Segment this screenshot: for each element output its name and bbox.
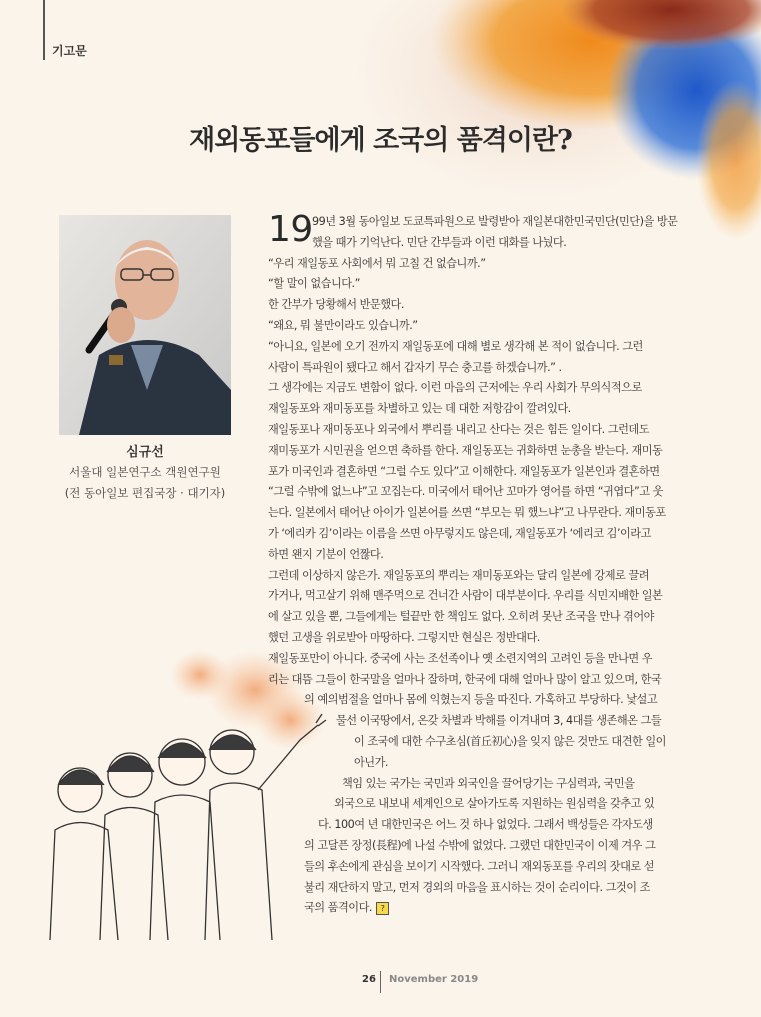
article-body [268,209,700,919]
article-line: 재미동포가 시민권을 얻으면 축하를 한다. 재일동포는 귀화하면 눈총을 받는다. 재미동 [268,443,663,457]
section-rule [43,0,45,60]
issue-date: November 2019 [389,974,479,985]
author-name: 심규선 [126,445,164,460]
article-line-text: 물선 이국땅에서, 온갖 차별과 박해를 이겨내며 3, 4대를 생존해온 그들 [336,714,662,728]
article-line: 재일동포와 재미동포를 차별하고 있는 데 대한 저항감이 깔려있다. [268,402,571,416]
article-line [268,690,700,711]
author-former-position: (전 동아일보 편집국장 · 대기자) [64,486,226,500]
article-line-text: 다. 100여 년 대한민국은 어느 것 하나 없었다. 그래서 백성들은 각자도생 [318,818,653,832]
article-line-text: 의 예의범절을 얼마나 몸에 익혔는지 등을 따진다. 가혹하고 부당하다. 낯설고 [304,693,658,707]
article-line-text: 책임 있는 국가는 국민과 외국인을 끌어당기는 구심력과, 국민을 [342,776,635,790]
footer-divider [380,971,381,993]
article-line: “왜요, 뭐 불만이라도 있습니까.” [268,318,418,332]
article-line: “그럴 수밖에 없느냐”고 꼬집는다. 미국에서 태어난 꼬마가 영어를 하면 “귀엽다”고 웃 [268,485,663,499]
article-line [268,878,700,899]
article-line [268,711,700,732]
article-line-text: 아닌가. [354,755,388,769]
drop-cap: 19 [268,209,313,250]
article-line: “우리 재일동포 사회에서 뭐 고칠 건 없습니까.” [268,256,486,270]
article-line: 한 간부가 당황해서 반문했다. [268,298,404,312]
article-line: 가 ‘에리카 김’이라는 이름을 쓰면 아무렇지도 않은데, 재일동포가 ‘에리코 김’이라고 [268,526,651,540]
article-line: “아니요, 일본에 오기 전까지 재일동포에 대해 별로 생각해 본 적이 없습니다. 그런 [268,339,643,353]
article-line: 했을 때가 기억난다. 민단 간부들과 이런 대화를 나눴다. [312,235,567,249]
article-line-text: 국의 품격이다. [304,901,372,915]
article-wrapped-paragraphs [268,690,700,919]
article-line: 그런데 이상하지 않은가. 재일동포의 뿌리는 재미동포와는 달리 일본에 강제로 끌려 [268,568,650,582]
article-line-text: 의 고달픈 장정(長程)에 나설 수밖에 없었다. 그랬던 대한민국이 이제 겨우 그 [304,838,656,852]
section-label: 기고문 [52,44,87,58]
article-line [268,857,700,878]
article-line [268,753,700,774]
article-line-text: 불리 재단하지 말고, 먼저 경외의 마음을 표시하는 것이 순리이다. 그것이 조 [304,880,650,894]
article-line: 하면 왠지 기분이 언짢다. [268,547,384,561]
article-line-text: 외국으로 내보내 세계인으로 살아가도록 지원하는 원심력을 갖추고 있 [334,797,655,811]
article-line: 재일동포나 재미동포나 외국에서 뿌리를 내리고 산다는 것은 힘든 일이다. 그런데도 [268,422,650,436]
article-line: 에 살고 있을 뿐, 그들에게는 털끝만 한 책임도 없다. 오히려 못난 조국을 만나 겪어야 [268,610,654,624]
article-paragraphs [268,254,700,691]
end-mark-icon: ? [376,902,389,915]
article-line-text: 들의 후손에게 관심을 보이기 시작했다. 그러니 재외동포를 우리의 잣대로 섣 [304,859,655,873]
article-line: 했던 고생을 위로받아 마땅하다. 그렇지만 현실은 정반대다. [268,630,540,644]
article-line: 그 생각에는 지금도 변함이 없다. 이런 마음의 근저에는 우리 사회가 무의식적으로 [268,381,642,395]
author-affiliation: 서울대 일본연구소 객원연구원 [69,465,221,479]
article-line: 재일동포만이 아니다. 중국에 사는 조선족이나 옛 소련지역의 고려인 등을 만나면 우 [268,651,653,665]
page-number: 26 [362,974,376,985]
article-line [268,774,700,795]
article-line [268,836,700,857]
article-line: 사람이 특파원이 됐다고 해서 갑자기 무슨 충고를 하겠습니까.” . [268,360,562,374]
article-line [268,898,700,919]
article-line-text: 이 조국에 대한 수구초심(首丘初心)을 잊지 않은 것만도 대견한 일이 [354,734,666,748]
article-line [268,794,700,815]
page-title: 재외동포들에게 조국의 품격이란? [189,125,572,156]
article-line: “할 말이 없습니다.” [268,277,360,291]
article-line [268,732,700,753]
article-line: 가거나, 먹고살기 위해 맨주먹으로 건너간 사람이 대부분이다. 우리를 식민지배한 일본 [268,589,663,603]
article-line [268,815,700,836]
article-line: 는다. 일본에서 태어난 아이가 일본어를 쓰면 “부모는 뭐 했느냐”고 나무란다. 재미동포 [268,506,666,520]
author-photo [59,215,231,435]
article-line: 포가 미국인과 결혼하면 “그럴 수도 있다”고 이해한다. 재일동포가 일본인과 결혼하면 [268,464,660,478]
article-opening [268,209,700,254]
article-line: 99년 3월 동아일보 도쿄특파원으로 발령받아 재일본대한민국민단(민단)을 방문 [312,215,678,228]
article-line: 리는 대뜸 그들이 한국말을 얼마나 잘하며, 한국에 대해 얼마나 많이 알고 있으며, 한국 [268,672,662,686]
